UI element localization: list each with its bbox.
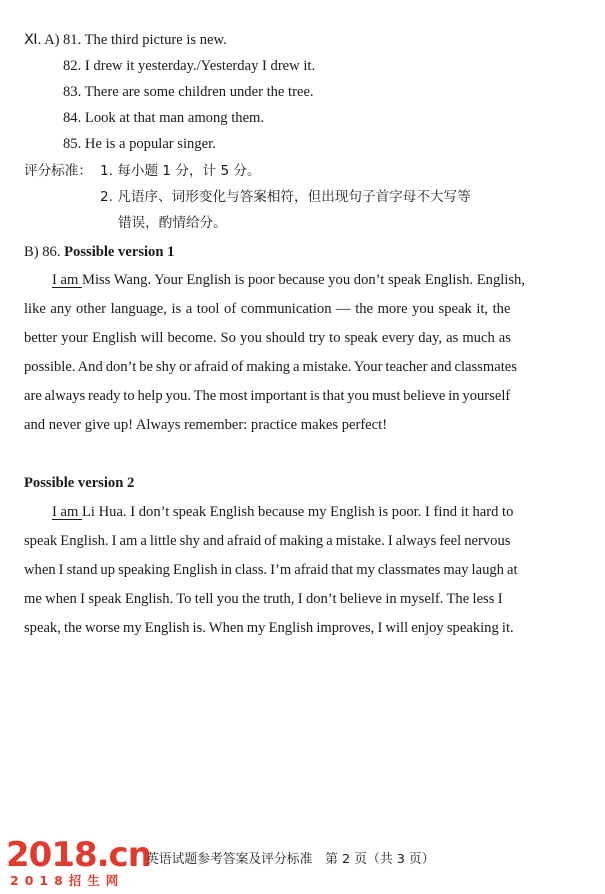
version-1-line-5: are always ready to help you. The most important is that you must believe in yourself bbox=[24, 388, 511, 404]
criteria-item-2-line-2: 错误，酌情给分。 bbox=[118, 215, 227, 231]
version-2-line-3: when I stand up speaking English in class. I’m afraid that my classmates may laugh at bbox=[24, 562, 518, 578]
underlined-blank: I am bbox=[52, 272, 82, 288]
version-1-title: Possible version 1 bbox=[64, 244, 175, 260]
answer-number: 81. bbox=[63, 32, 82, 48]
answer-text: He is a popular singer. bbox=[84, 136, 216, 152]
criteria-item-2-line-1: 2. 凡语序、词形变化与答案相符，但出现句子首字母不大写等 bbox=[100, 189, 471, 205]
watermark-subtitle: 2018招生网 bbox=[10, 873, 125, 888]
answer-81 bbox=[63, 30, 227, 50]
paragraph-text: Li Hua. I don’t speak English because my English is poor. I find it hard to bbox=[82, 504, 514, 520]
section-b-label: B) 86. bbox=[24, 244, 61, 260]
version-1-line-1 bbox=[52, 270, 525, 290]
answer-number: 85. bbox=[63, 136, 82, 152]
answer-85 bbox=[63, 134, 216, 154]
version-1-line-2: like any other language, is a tool of communication — the more you speak it, the bbox=[24, 301, 511, 317]
underlined-blank: I am bbox=[52, 504, 82, 520]
version-1-line-3: better your English will become. So you should try to speak every day, as much as bbox=[24, 330, 511, 346]
answer-84 bbox=[63, 108, 264, 128]
criteria-label: 评分标准： bbox=[24, 163, 92, 179]
paragraph-text: Miss Wang. Your English is poor because you don’t speak English. English, bbox=[82, 272, 525, 288]
version-1-line-4: possible. And don’t be shy or afraid of making a mistake. Your teacher and classmates bbox=[24, 359, 517, 375]
answer-text: The third picture is new. bbox=[84, 32, 227, 48]
criteria-item-1: 1. 每小题 1 分，计 5 分。 bbox=[100, 163, 261, 179]
section-b-header bbox=[24, 242, 174, 262]
answer-number: 83. bbox=[63, 84, 82, 100]
version-2-title: Possible version 2 bbox=[24, 475, 135, 491]
answer-text: There are some children under the tree. bbox=[84, 84, 314, 100]
version-2-line-2: speak English. I am a little shy and afraid of making a mistake. I always feel nervous bbox=[24, 533, 511, 549]
version-1-line-6: and never give up! Always remember: practice makes perfect! bbox=[24, 417, 388, 433]
version-2-line-4: me when I speak English. To tell you the truth, I don’t believe in myself. The less I bbox=[24, 591, 503, 607]
answer-number: 82. bbox=[63, 58, 82, 74]
version-2-line-5: speak, the worse my English is. When my English improves, I will enjoy speaking it. bbox=[24, 620, 514, 636]
answer-text: Look at that man among them. bbox=[84, 110, 265, 126]
answer-number: 84. bbox=[63, 110, 82, 126]
page-footer: 英语试题参考答案及评分标准 第 2 页（共 3 页） bbox=[146, 852, 435, 867]
answer-82 bbox=[63, 56, 315, 76]
watermark-logo: 2018.cn bbox=[6, 835, 151, 875]
version-2-line-1 bbox=[52, 502, 513, 522]
answer-text: I drew it yesterday./Yesterday I drew it. bbox=[84, 58, 316, 74]
answer-83 bbox=[63, 82, 314, 102]
section-a-label: Ⅺ. A) bbox=[24, 32, 60, 48]
